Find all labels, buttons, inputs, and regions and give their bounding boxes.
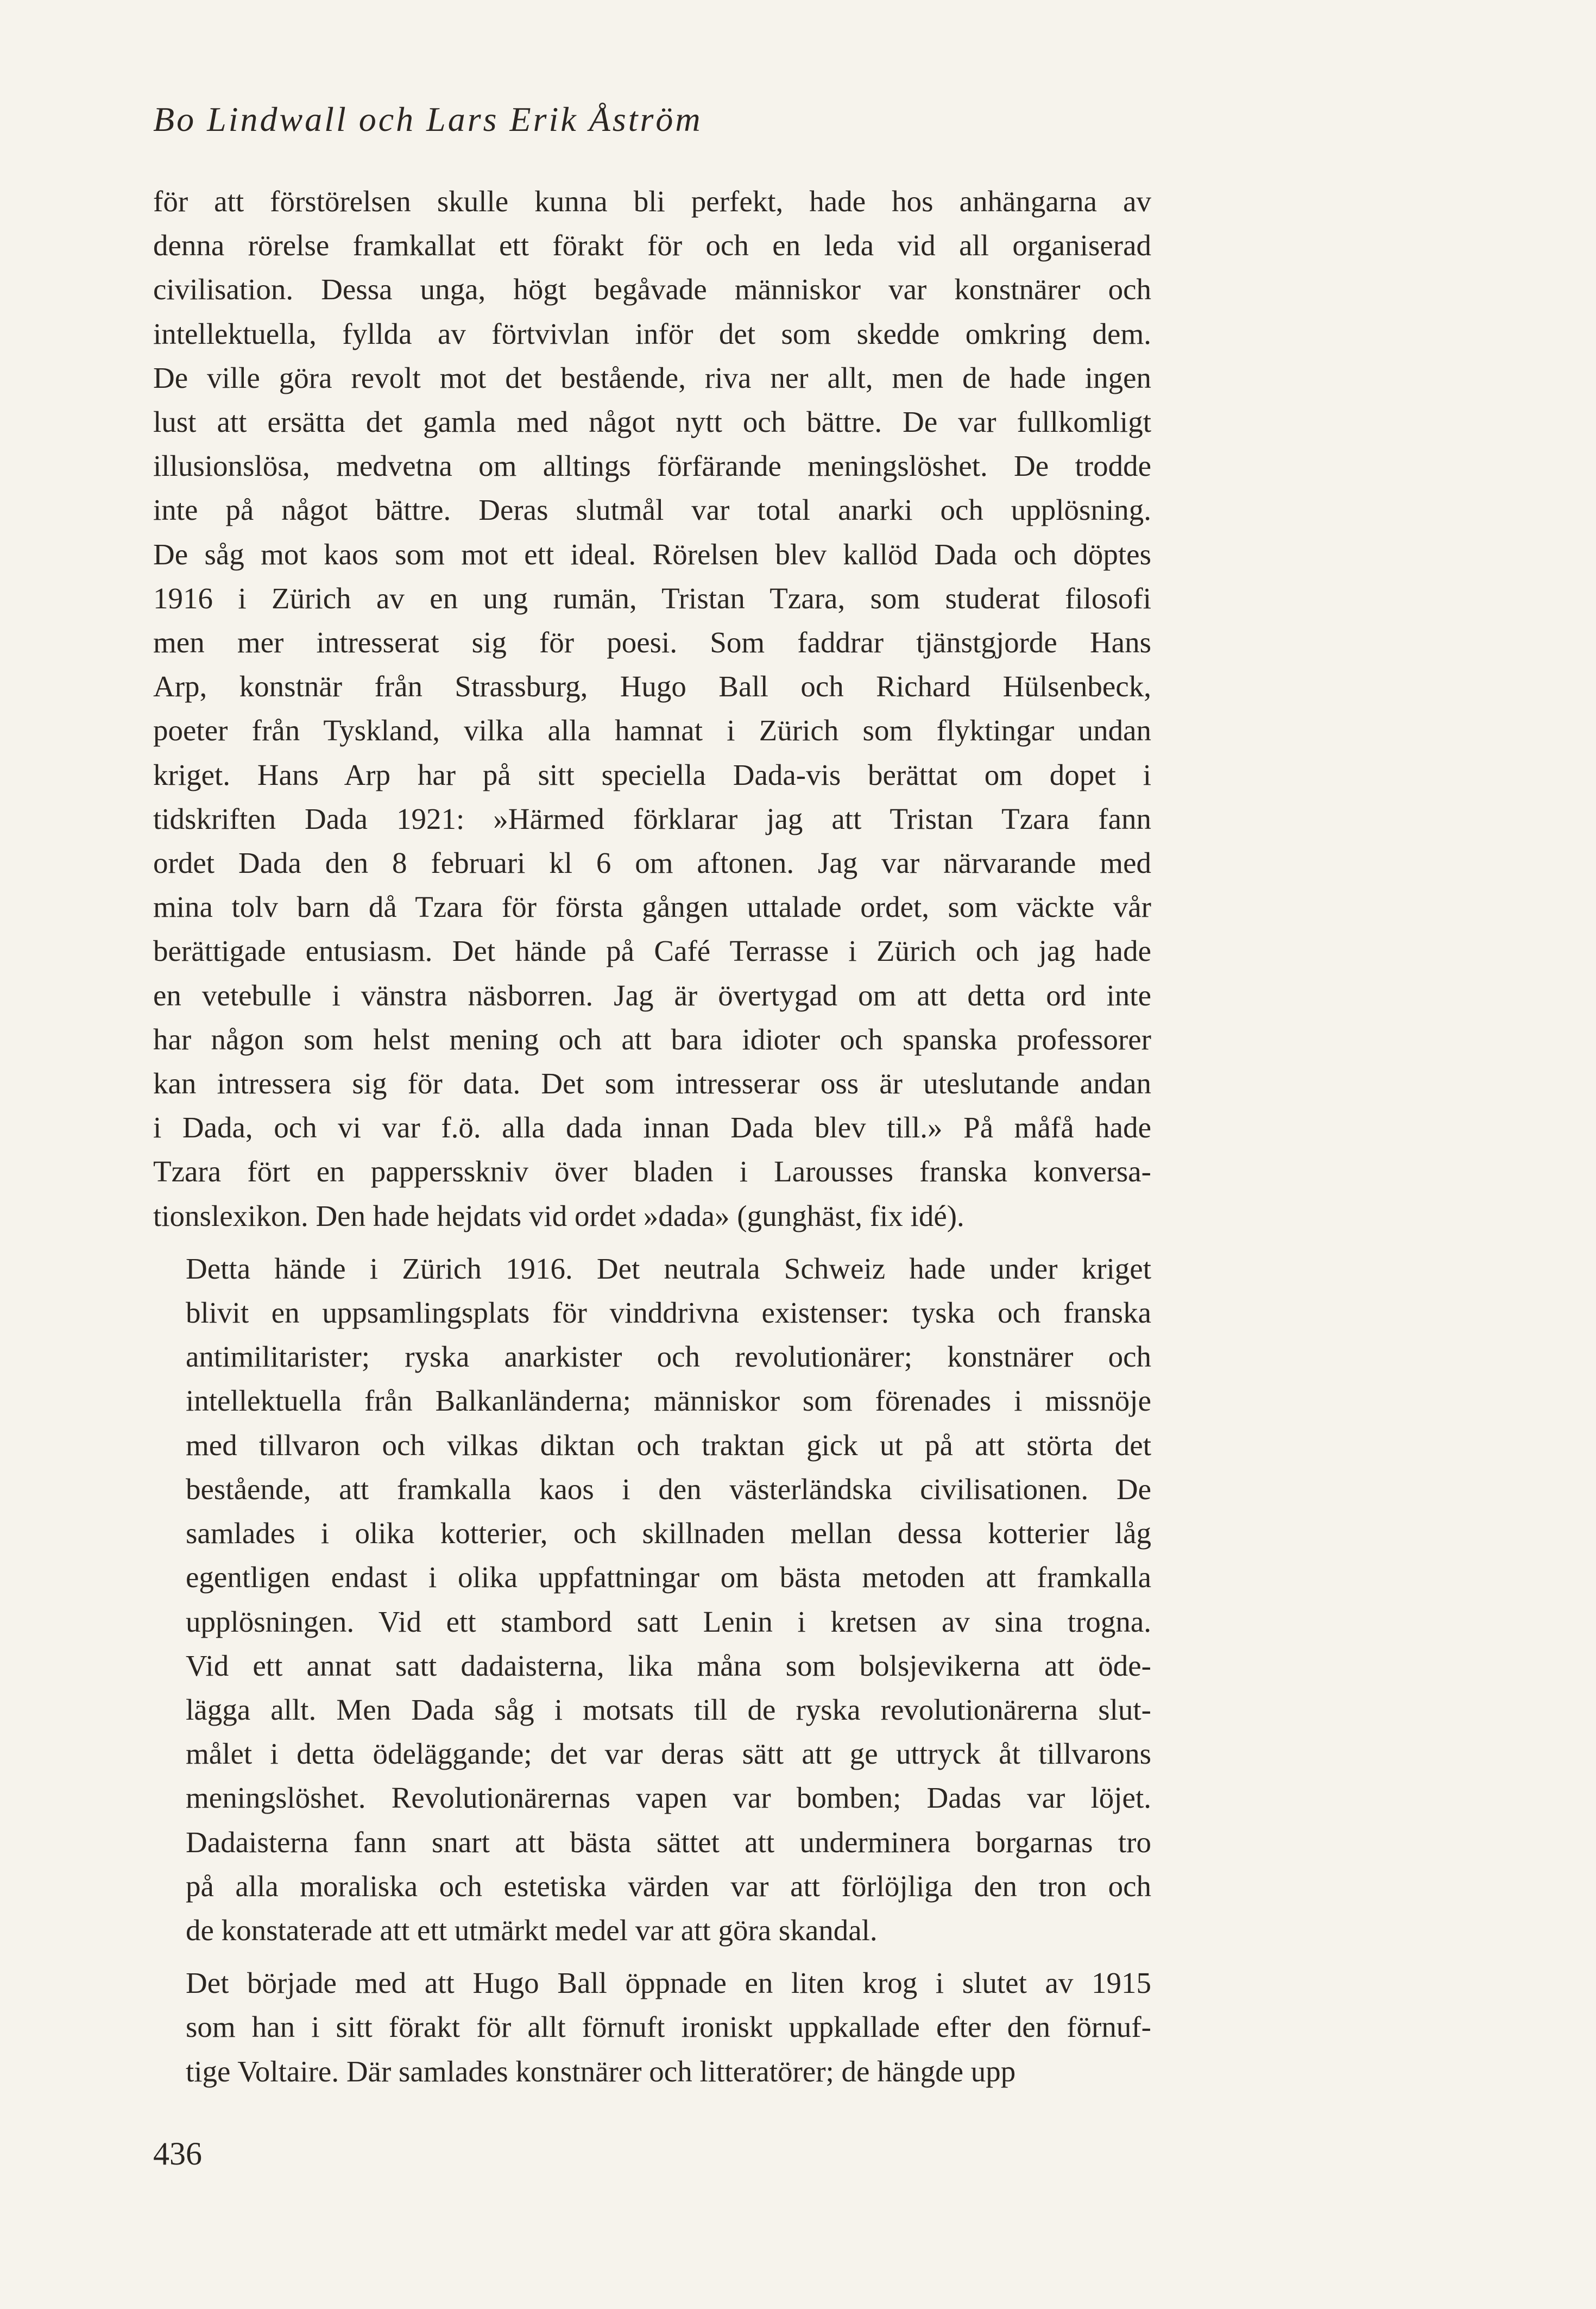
text-line: samlades i olika kotterier, och skillnaden mellan dessa kotterier låg <box>186 1517 1151 1550</box>
text-line: bestående, att framkalla kaos i den västerländska civilisationen. De <box>186 1472 1151 1506</box>
text-line: Tzara fört en pappersskniv över bladen i Larousses franska konversa- <box>153 1155 1151 1188</box>
text-line: illusionslösa, medvetna om alltings förfärande meningslöshet. De trodde <box>153 449 1151 483</box>
text-line: blivit en uppsamlingsplats för vinddrivna existenser: tyska och franska <box>186 1296 1151 1330</box>
text-line: 1916 i Zürich av en ung rumän, Tristan Tzara, som studerat filosofi <box>153 581 1151 615</box>
text-line: meningslöshet. Revolutionärernas vapen var bomben; Dadas var löjet. <box>186 1781 1151 1815</box>
text-line: denna rörelse framkallat ett förakt för och en leda vid all organiserad <box>153 229 1151 262</box>
text-line: antimilitarister; ryska anarkister och revolutionärer; konstnärer och <box>186 1340 1151 1374</box>
paragraph <box>153 1247 1151 1952</box>
body-text <box>153 179 1151 2093</box>
text-line: mina tolv barn då Tzara för första gången uttalade ordet, som väckte vår <box>153 890 1151 924</box>
paragraph <box>153 179 1151 1238</box>
text-line: Dadaisterna fann snart att bästa sättet att underminera borgarnas tro <box>186 1825 1151 1859</box>
text-line: civilisation. Dessa unga, högt begåvade människor var konstnärer och <box>153 273 1151 306</box>
text-line: Vid ett annat satt dadaisterna, lika måna som bolsjevikerna att öde- <box>186 1649 1151 1682</box>
text-line: men mer intresserat sig för poesi. Som faddrar tjänstgjorde Hans <box>153 626 1151 659</box>
text-line: De såg mot kaos som mot ett ideal. Rörelsen blev kallöd Dada och döptes <box>153 537 1151 571</box>
text-line: lust att ersätta det gamla med något nytt och bättre. De var fullkomligt <box>153 405 1151 439</box>
text-line: en vetebulle i vänstra näsborren. Jag är övertygad om att detta ord inte <box>153 978 1151 1012</box>
text-line: berättigade entusiasm. Det hände på Café Terrasse i Zürich och jag hade <box>153 934 1151 968</box>
text-line: har någon som helst mening och att bara idioter och spanska professorer <box>153 1022 1151 1056</box>
page-number: 436 <box>153 2136 202 2172</box>
text-line: som han i sitt förakt för allt förnuft ironiskt uppkallade efter den förnuf- <box>186 2010 1151 2044</box>
text-line: de konstaterade att ett utmärkt medel var att göra skandal. <box>186 1913 878 1947</box>
text-line: De ville göra revolt mot det bestående, riva ner allt, men de hade ingen <box>153 361 1151 394</box>
text-line: egentligen endast i olika uppfattningar om bästa metoden att framkalla <box>186 1561 1151 1594</box>
text-line: intellektuella, fyllda av förtvivlan inför det som skedde omkring dem. <box>153 317 1151 350</box>
text-line: i Dada, och vi var f.ö. alla dada innan Dada blev till.» På måfå hade <box>153 1111 1151 1144</box>
text-line: tige Voltaire. Där samlades konstnärer och litteratörer; de hängde upp <box>186 2054 1016 2088</box>
text-line: med tillvaron och vilkas diktan och traktan gick ut på att störta det <box>186 1428 1151 1462</box>
text-line: ordet Dada den 8 februari kl 6 om aftonen. Jag var närvarande med <box>153 846 1151 880</box>
text-line: tidskriften Dada 1921: »Härmed förklarar jag att Tristan Tzara fann <box>153 802 1151 835</box>
text-line: upplösningen. Vid ett stambord satt Lenin i kretsen av sina trogna. <box>186 1605 1151 1638</box>
text-line: kan intressera sig för data. Det som intresserar oss är uteslutande andan <box>153 1067 1151 1100</box>
paragraph <box>153 1961 1151 2093</box>
text-line: intellektuella från Balkanländerna; människor som förenades i missnöje <box>186 1384 1151 1418</box>
text-line: målet i detta ödeläggande; det var deras sätt att ge uttryck åt tillvarons <box>186 1737 1151 1771</box>
text-line: Detta hände i Zürich 1916. Det neutrala Schweiz hade under kriget <box>186 1251 1151 1285</box>
text-line: på alla moraliska och estetiska värden var att förlöjliga den tron och <box>186 1869 1151 1903</box>
text-line: poeter från Tyskland, vilka alla hamnat i Zürich som flyktingar undan <box>153 714 1151 747</box>
text-line: för att förstörelsen skulle kunna bli perfekt, hade hos anhängarna av <box>153 185 1151 218</box>
text-line: Det började med att Hugo Ball öppnade en liten krog i slutet av 1915 <box>186 1966 1151 2000</box>
text-line: lägga allt. Men Dada såg i motsats till de ryska revolutionärerna slut- <box>186 1693 1151 1726</box>
text-line: kriget. Hans Arp har på sitt speciella Dada-vis berättat om dopet i <box>153 758 1151 791</box>
text-line: tionslexikon. Den hade hejdats vid ordet »dada» (gunghäst, fix idé). <box>153 1199 964 1232</box>
text-line: Arp, konstnär från Strassburg, Hugo Ball och Richard Hülsenbeck, <box>153 670 1151 703</box>
text-line: inte på något bättre. Deras slutmål var total anarki och upplösning. <box>153 493 1151 527</box>
running-header: Bo Lindwall och Lars Erik Åström <box>153 100 703 139</box>
